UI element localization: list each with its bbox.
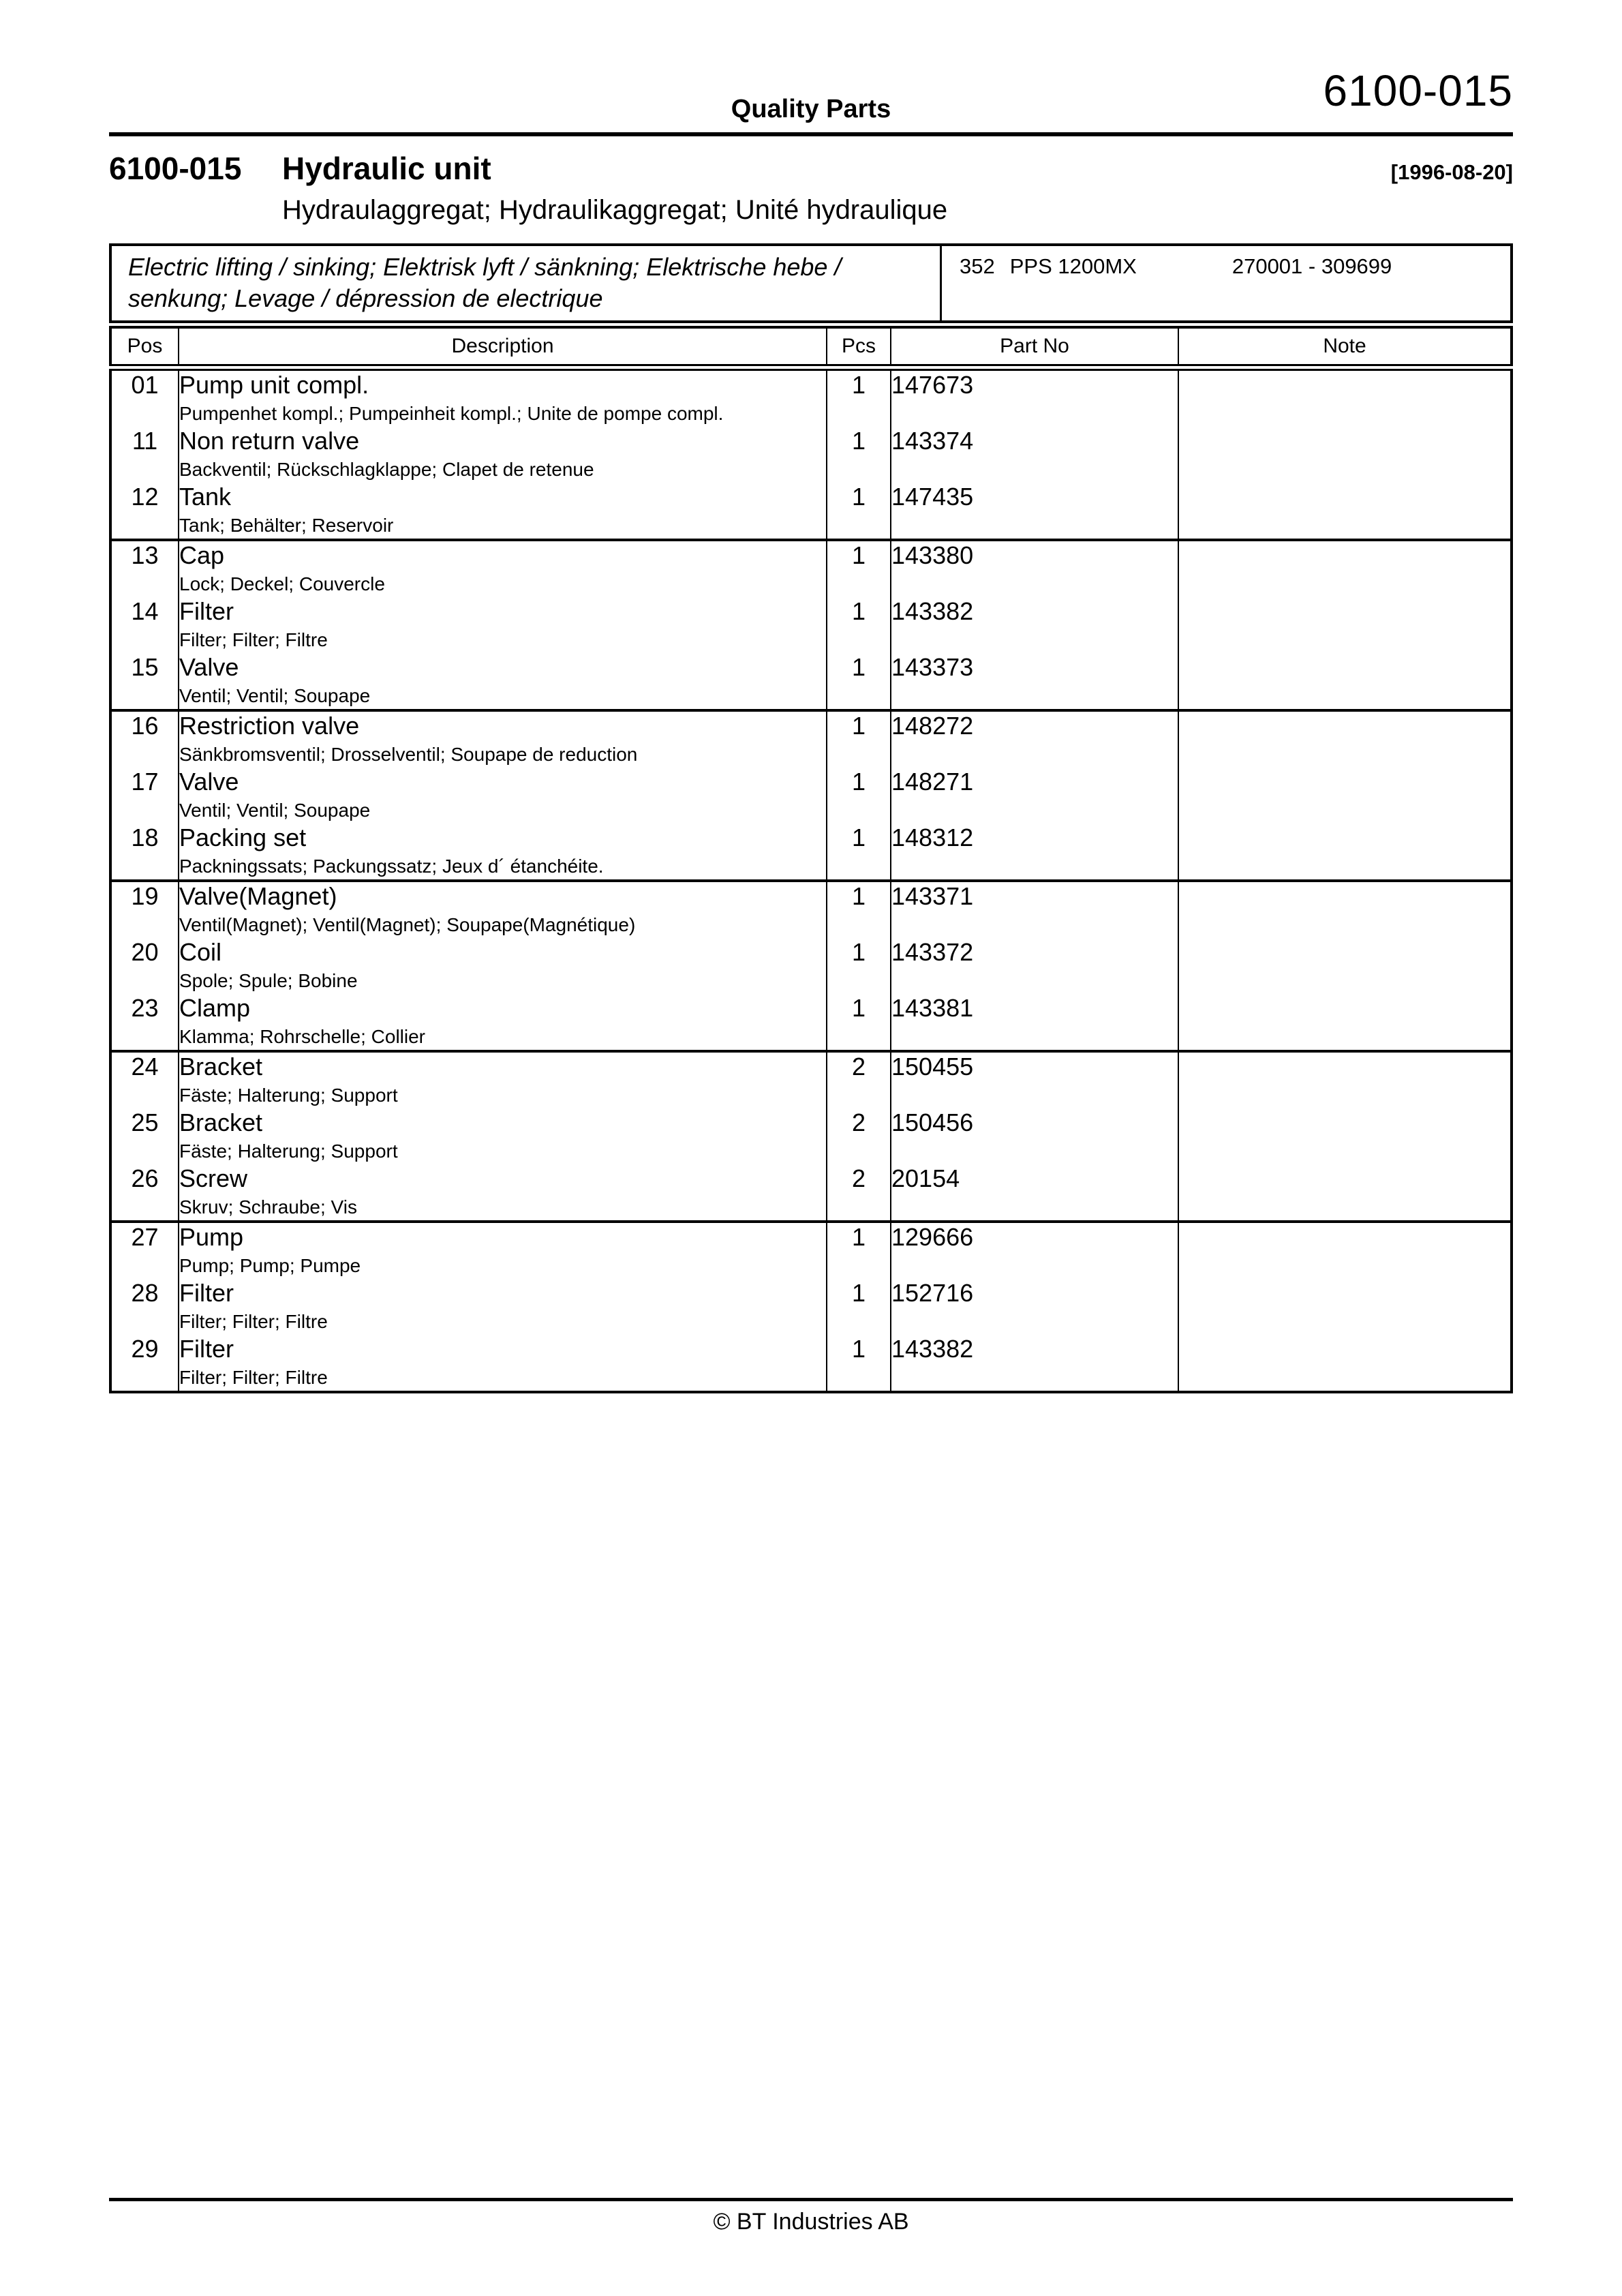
col-header-pcs: Pcs — [827, 327, 891, 367]
variant-info-box — [109, 243, 1513, 323]
pcs-cell: 1 — [827, 653, 891, 710]
pcs-cell: 1 — [827, 1335, 891, 1392]
part-row — [110, 994, 1512, 1051]
pos-cell: 17 — [131, 768, 159, 796]
description-main: Filter — [179, 597, 234, 626]
description-translations: Packningssats; Packungssatz; Jeux d´ étanchéite. — [179, 856, 604, 877]
model-code: 352 — [960, 254, 995, 278]
part-row — [110, 1222, 1512, 1279]
note-cell — [1178, 540, 1512, 597]
document-code: 6100-015 — [1323, 66, 1513, 115]
pcs-cell: 1 — [827, 768, 891, 824]
description-cell — [179, 653, 827, 710]
description-main: Bracket — [179, 1053, 263, 1081]
part-row — [110, 824, 1512, 881]
part-no-cell: 143380 — [891, 540, 1178, 597]
description-translations: Filter; Filter; Filtre — [179, 1367, 328, 1389]
description-main: Coil — [179, 938, 222, 967]
description-cell — [179, 938, 827, 994]
part-row — [110, 1051, 1512, 1108]
description-cell — [179, 427, 827, 483]
pcs-cell: 1 — [827, 483, 891, 540]
part-group — [110, 540, 1512, 710]
description-cell — [179, 710, 827, 768]
description-main: Valve — [179, 768, 239, 796]
pos-cell: 29 — [131, 1335, 159, 1363]
note-cell — [1178, 427, 1512, 483]
col-header-part-no: Part No — [891, 327, 1178, 367]
part-no-cell: 143373 — [891, 653, 1178, 710]
part-no-cell: 143374 — [891, 427, 1178, 483]
part-no-cell: 143382 — [891, 1335, 1178, 1392]
note-cell — [1178, 483, 1512, 540]
part-no-cell: 148272 — [891, 710, 1178, 768]
pcs-cell: 1 — [827, 824, 891, 881]
description-translations: Pumpenhet kompl.; Pumpeinheit kompl.; Unite de pompe compl. — [179, 403, 724, 425]
header-rule — [109, 132, 1513, 136]
pos-cell: 24 — [131, 1053, 159, 1081]
part-row — [110, 367, 1512, 427]
description-cell — [179, 597, 827, 653]
note-cell — [1178, 994, 1512, 1051]
pcs-cell: 1 — [827, 427, 891, 483]
description-translations: Tank; Behälter; Reservoir — [179, 515, 394, 537]
part-no-cell: 147435 — [891, 483, 1178, 540]
pcs-cell: 1 — [827, 710, 891, 768]
description-translations: Fäste; Halterung; Support — [179, 1141, 398, 1162]
pcs-cell: 2 — [827, 1164, 891, 1222]
part-no-cell: 143372 — [891, 938, 1178, 994]
col-header-description: Description — [179, 327, 827, 367]
note-cell — [1178, 597, 1512, 653]
pcs-cell: 1 — [827, 994, 891, 1051]
section-title-row — [109, 150, 1513, 187]
parts-table — [109, 326, 1513, 1393]
part-row — [110, 540, 1512, 597]
part-row — [110, 938, 1512, 994]
description-cell — [179, 1222, 827, 1279]
pcs-cell: 2 — [827, 1051, 891, 1108]
pos-cell: 12 — [131, 483, 159, 511]
note-cell — [1178, 881, 1512, 938]
footer-copyright: © BT Industries AB — [713, 2209, 909, 2235]
serial-range: 270001 - 309699 — [1231, 254, 1392, 278]
note-cell — [1178, 653, 1512, 710]
pos-cell: 28 — [131, 1279, 159, 1308]
pos-cell: 26 — [131, 1164, 159, 1193]
brand-title: Quality Parts — [731, 95, 891, 123]
description-cell — [179, 768, 827, 824]
description-translations: Filter; Filter; Filtre — [179, 1311, 328, 1333]
part-no-cell: 20154 — [891, 1164, 1178, 1222]
note-cell — [1178, 824, 1512, 881]
section-code: 6100-015 — [109, 151, 242, 186]
part-row — [110, 1335, 1512, 1392]
variant-model-cell — [942, 246, 1510, 320]
part-no-cell: 148271 — [891, 768, 1178, 824]
part-group — [110, 367, 1512, 540]
note-cell — [1178, 1222, 1512, 1279]
description-main: Cap — [179, 541, 225, 570]
description-main: Clamp — [179, 994, 251, 1023]
pos-cell: 20 — [131, 938, 159, 967]
part-group — [110, 1222, 1512, 1392]
pos-cell: 19 — [131, 882, 159, 911]
part-row — [110, 768, 1512, 824]
description-cell — [179, 1335, 827, 1392]
description-translations: Backventil; Rückschlagklappe; Clapet de retenue — [179, 459, 594, 481]
description-main: Pump — [179, 1223, 244, 1252]
description-main: Valve — [179, 653, 239, 682]
description-cell — [179, 483, 827, 540]
part-row — [110, 881, 1512, 938]
pos-cell: 23 — [131, 994, 159, 1023]
note-cell — [1178, 1108, 1512, 1164]
part-row — [110, 710, 1512, 768]
description-translations: Klamma; Rohrschelle; Collier — [179, 1026, 426, 1048]
part-row — [110, 597, 1512, 653]
note-cell — [1178, 1164, 1512, 1222]
description-main: Filter — [179, 1279, 234, 1308]
pos-cell: 18 — [131, 824, 159, 852]
description-cell — [179, 994, 827, 1051]
description-cell — [179, 1108, 827, 1164]
note-cell — [1178, 1335, 1512, 1392]
col-header-note: Note — [1178, 327, 1512, 367]
description-cell — [179, 881, 827, 938]
pos-cell: 25 — [131, 1108, 159, 1137]
note-cell — [1178, 768, 1512, 824]
description-translations: Sänkbromsventil; Drosselventil; Soupape de reduction — [179, 744, 638, 766]
description-cell — [179, 1279, 827, 1335]
pos-cell: 27 — [131, 1223, 159, 1252]
page-content — [109, 0, 1513, 1393]
part-row — [110, 1279, 1512, 1335]
pcs-cell: 1 — [827, 881, 891, 938]
description-cell — [179, 367, 827, 427]
pcs-cell: 1 — [827, 367, 891, 427]
pcs-cell: 1 — [827, 1222, 891, 1279]
description-main: Non return valve — [179, 427, 360, 455]
description-main: Packing set — [179, 824, 307, 852]
pos-cell: 11 — [132, 427, 158, 455]
description-translations: Lock; Deckel; Couvercle — [179, 573, 385, 595]
page-title: Hydraulic unit — [282, 151, 491, 186]
description-main: Restriction valve — [179, 712, 360, 740]
description-main: Tank — [179, 483, 232, 511]
part-no-cell: 143371 — [891, 881, 1178, 938]
description-translations: Ventil; Ventil; Soupape — [179, 800, 371, 821]
part-no-cell: 150456 — [891, 1108, 1178, 1164]
description-translations: Filter; Filter; Filtre — [179, 629, 328, 651]
description-translations: Spole; Spule; Bobine — [179, 970, 358, 992]
part-group — [110, 881, 1512, 1051]
description-main: Screw — [179, 1164, 248, 1193]
part-no-cell: 143382 — [891, 597, 1178, 653]
pos-cell: 01 — [131, 371, 159, 399]
description-cell — [179, 540, 827, 597]
part-row — [110, 427, 1512, 483]
pos-cell: 15 — [131, 653, 159, 682]
part-no-cell: 147673 — [891, 367, 1178, 427]
page-subtitle: Hydraulaggregat; Hydraulikaggregat; Unité hydraulique — [282, 195, 948, 225]
description-cell — [179, 1164, 827, 1222]
description-cell — [179, 1051, 827, 1108]
pcs-cell: 1 — [827, 597, 891, 653]
note-cell — [1178, 367, 1512, 427]
note-cell — [1178, 938, 1512, 994]
description-main: Pump unit compl. — [179, 371, 369, 399]
variant-description: Electric lifting / sinking; Elektrisk lyft / sänkning; Elektrische hebe / senkung; Levage / dépression de electrique — [112, 246, 942, 320]
part-no-cell: 129666 — [891, 1222, 1178, 1279]
description-cell — [179, 824, 827, 881]
part-no-cell: 150455 — [891, 1051, 1178, 1108]
note-cell — [1178, 1051, 1512, 1108]
note-cell — [1178, 710, 1512, 768]
part-row — [110, 1108, 1512, 1164]
pos-cell: 14 — [131, 597, 159, 626]
part-row — [110, 653, 1512, 710]
note-cell — [1178, 1279, 1512, 1335]
pos-cell: 16 — [131, 712, 159, 740]
description-translations: Skruv; Schraube; Vis — [179, 1196, 357, 1218]
part-row — [110, 483, 1512, 540]
description-main: Valve(Magnet) — [179, 882, 337, 911]
description-translations: Ventil(Magnet); Ventil(Magnet); Soupape(Magnétique) — [179, 914, 636, 936]
part-group — [110, 1051, 1512, 1222]
part-no-cell: 148312 — [891, 824, 1178, 881]
part-group — [110, 710, 1512, 881]
description-main: Bracket — [179, 1108, 263, 1137]
pcs-cell: 1 — [827, 540, 891, 597]
pos-cell: 13 — [131, 541, 159, 570]
parts-table-header — [110, 327, 1512, 367]
part-no-cell: 143381 — [891, 994, 1178, 1051]
model-name: PPS 1200MX — [1009, 254, 1137, 278]
description-translations: Ventil; Ventil; Soupape — [179, 685, 371, 707]
part-row — [110, 1164, 1512, 1222]
description-translations: Fäste; Halterung; Support — [179, 1085, 398, 1106]
page-header — [109, 0, 1513, 124]
pcs-cell: 1 — [827, 1279, 891, 1335]
footer-rule — [109, 2198, 1513, 2201]
col-header-pos: Pos — [110, 327, 179, 367]
pcs-cell: 1 — [827, 938, 891, 994]
description-translations: Pump; Pump; Pumpe — [179, 1255, 361, 1277]
description-main: Filter — [179, 1335, 234, 1363]
pcs-cell: 2 — [827, 1108, 891, 1164]
revision-date: [1996-08-20] — [1390, 160, 1513, 184]
part-no-cell: 152716 — [891, 1279, 1178, 1335]
